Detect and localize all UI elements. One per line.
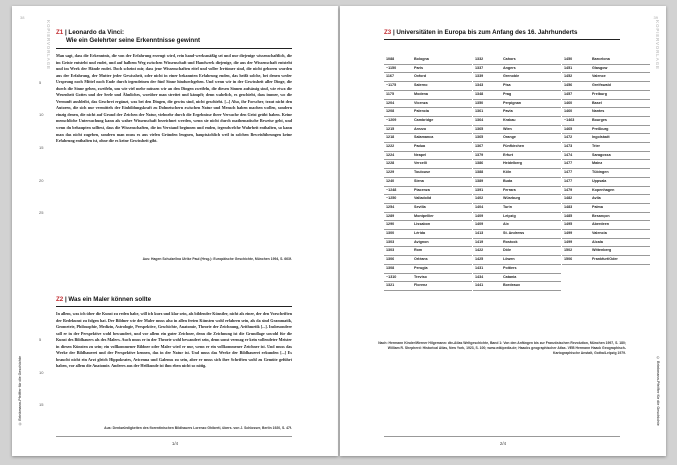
- founding-year: 1240: [384, 177, 412, 186]
- z2-text: In allem, was ich über die Kunst zu reden habe, will ich kurz und klar sein, als bildender Künstler, nicht als einer, der den Vorschriften der Redekunst zu folgen hat. Der Bildner wie der Maler muss also in allen freien Künsten wohl erfahren sein, als da sind Grammatik, Geometrie, Philosophie, Medizin, Astrologie, Perspektive, Geschichte, Anatomie, Theorie der Zeichnung, Arithmetik [...]. Insbesondere soll er in der Perspektive wohl bewandert, und vor allem ein guter Zeichner, denn die Zeichnung ist die Grundlage sowohl für die Kunst des Bildhauers als des Malers. Auch muss er in der Theorie wohl bewandert sein, denn sonst vermag er kein vollendeter Meister in diesen Künsten zu sein; ein vollkommener Bildner oder Maler wird er nur, wenn er ein vollkommener Zeichner ist. Und muss das Werke der Bildhauerei und der Perspektive kennen, das in der Natur ist. Und muss das Werke der Bildhauerei erkunden [...] Es braucht nicht ein Arzt gleich Hippokrates, Avicenna und Galenus zu sein, aber er muss sich ihre Schriften wohl zu Gemüte geführt haben, vor allem die Anatomie. Anderes aus der Heilkunde ist ihm eben nicht so nötig.: [56, 311, 292, 369]
- founding-year: 1465: [562, 125, 590, 134]
- university-city: Oxford: [412, 73, 472, 82]
- founding-year: 1474: [562, 151, 590, 160]
- table-row: [384, 238, 472, 247]
- founding-year: 1499: [562, 230, 590, 239]
- founding-year: ~1209: [384, 116, 412, 125]
- table-row: [562, 212, 650, 221]
- page-number: 39: [653, 15, 658, 20]
- founding-year: 1456: [562, 82, 590, 91]
- z3-tag: Z3: [384, 29, 392, 36]
- founding-year: 1431: [473, 264, 501, 273]
- table-row: [562, 56, 650, 64]
- university-city: Barcelona: [590, 56, 650, 64]
- table-row: [384, 212, 472, 221]
- table-row: [473, 73, 561, 82]
- university-city: Bordeaux: [501, 282, 561, 291]
- university-city: Grenoble: [501, 73, 561, 82]
- university-city: Trier: [590, 143, 650, 152]
- founding-year: 1175: [384, 90, 412, 99]
- line-number: 10: [39, 112, 44, 117]
- university-city: Padua: [412, 143, 472, 152]
- footer-rule: [384, 436, 620, 437]
- founding-year: 1337: [473, 64, 501, 73]
- founding-year: 1499: [562, 238, 590, 247]
- founding-year: 1434: [473, 273, 501, 282]
- university-city: Köln: [501, 169, 561, 178]
- university-city: St. Andrews: [501, 230, 561, 239]
- university-city: Freiburg: [590, 90, 650, 99]
- founding-year: 1308: [384, 264, 412, 273]
- university-city: Palma: [590, 203, 650, 212]
- founding-year: 1477: [562, 169, 590, 178]
- founding-year: 1218: [384, 134, 412, 143]
- university-city: Aberdeen: [590, 221, 650, 230]
- table-row: [473, 212, 561, 221]
- university-city: Bologna: [412, 56, 472, 64]
- z3-title: | Universitäten in Europa bis zum Anfang des 16. Jahrhunderts: [392, 29, 578, 36]
- university-city: Avignon: [412, 238, 472, 247]
- founding-year: ~1310: [384, 273, 412, 282]
- university-table-col2: [473, 56, 561, 291]
- founding-year: 1452: [562, 73, 590, 82]
- university-city: Lérida: [412, 230, 472, 239]
- table-row: [384, 273, 472, 282]
- table-row: [384, 73, 472, 82]
- founding-year: 1386: [473, 160, 501, 169]
- table-row: [562, 73, 650, 82]
- table-row: [473, 82, 561, 91]
- table-row: [562, 90, 650, 99]
- table-row: [562, 151, 650, 160]
- table-row: [473, 90, 561, 99]
- founding-year: 1419: [473, 238, 501, 247]
- table-row: [473, 108, 561, 117]
- founding-year: 1365: [473, 134, 501, 143]
- table-row: [384, 221, 472, 230]
- university-city: Catania: [501, 273, 561, 282]
- university-city: Lissabon: [412, 221, 472, 230]
- line-number: 5: [39, 337, 42, 342]
- founding-year: 1425: [473, 256, 501, 265]
- founding-year: 1402: [473, 195, 501, 204]
- z2-heading-rule: [56, 306, 292, 307]
- founding-year: 1457: [562, 90, 590, 99]
- table-row: [384, 230, 472, 239]
- university-city: Vercelli: [412, 160, 472, 169]
- founding-year: 1364: [473, 116, 501, 125]
- table-row: [562, 203, 650, 212]
- z3-source: Nach: Hermann Kinder/Werner Hilgemann: dtv-Atlas Weltgeschichte, Band 1: Von den Anfängen bis zur Französischen Revolution, München 1997, S. 180; William R. Shepherd: Historical Atlas, New York, 1923, S. 100; www.wikipedia.de; Haacks geographischer Atlas. VEB Hermann Haack Geographisch-Kartographische Anstalt, Gotha/Leipzig 1979.: [378, 341, 626, 355]
- founding-year: 1350: [473, 99, 501, 108]
- founding-year: ~1250: [384, 195, 412, 204]
- university-city: Orange: [501, 134, 561, 143]
- founding-year: 1321: [384, 282, 412, 291]
- founding-year: 1379: [473, 151, 501, 160]
- table-row: [473, 64, 561, 73]
- university-city: Sevilla: [412, 203, 472, 212]
- university-city: Arezzo: [412, 125, 472, 134]
- university-city: Kopenhagen: [590, 186, 650, 195]
- copyright-credit: © Brinkmann-Pfeiffer für die Geschichte: [656, 356, 660, 426]
- z3-heading-rule: [384, 39, 620, 40]
- z2-heading: [56, 296, 151, 304]
- university-city: Erfurt: [501, 151, 561, 160]
- table-row: [562, 186, 650, 195]
- university-city: Basel: [590, 99, 650, 108]
- founding-year: 1229: [384, 169, 412, 178]
- founding-year: 1477: [562, 177, 590, 186]
- worksheet-page-right: [340, 6, 666, 456]
- university-city: Palencia: [412, 108, 472, 117]
- university-city: Modena: [412, 90, 472, 99]
- table-row: [473, 125, 561, 134]
- university-city: Fünfkirchen: [501, 143, 561, 152]
- table-row: [384, 169, 472, 178]
- founding-year: 1088: [384, 56, 412, 64]
- university-city: Bourges: [590, 116, 650, 125]
- university-city: Toulouse: [412, 169, 472, 178]
- founding-year: 1495: [562, 221, 590, 230]
- line-number: 15: [39, 145, 44, 150]
- founding-year: 1483: [562, 203, 590, 212]
- university-city: Krakau: [501, 116, 561, 125]
- university-city: Valladolid: [412, 195, 472, 204]
- university-city: Ferrara: [501, 186, 561, 195]
- table-row: [384, 82, 472, 91]
- z1-heading: [56, 29, 200, 45]
- university-city: Florenz: [412, 282, 472, 291]
- founding-year: 1300: [384, 230, 412, 239]
- founding-year: 1215: [384, 125, 412, 134]
- table-row: [562, 82, 650, 91]
- table-row: [473, 238, 561, 247]
- founding-year: 1473: [562, 143, 590, 152]
- university-city: Turin: [501, 203, 561, 212]
- founding-year: 1450: [562, 56, 590, 64]
- founding-year: ~1463: [562, 116, 590, 125]
- university-city: Cahors: [501, 56, 561, 64]
- table-row: [473, 151, 561, 160]
- table-row: [384, 282, 472, 291]
- table-row: [473, 264, 561, 273]
- university-city: Piacenza: [412, 186, 472, 195]
- table-row: [562, 195, 650, 204]
- table-row: [473, 169, 561, 178]
- university-city: Prag: [501, 90, 561, 99]
- table-row: [384, 143, 472, 152]
- founding-year: 1167: [384, 73, 412, 82]
- table-row: [384, 125, 472, 134]
- founding-year: 1485: [562, 212, 590, 221]
- university-city: Würzburg: [501, 195, 561, 204]
- page-number: 38: [20, 15, 25, 20]
- university-city: Leipzig: [501, 212, 561, 221]
- table-row: [562, 247, 650, 256]
- z1-title-line2: Wie ein Gelehrter seine Erkenntnisse gewinnt: [66, 37, 201, 44]
- university-city: Ingolstadt: [590, 134, 650, 143]
- table-row: [384, 247, 472, 256]
- founding-year: 1460: [562, 99, 590, 108]
- line-number: 15: [39, 402, 44, 407]
- founding-year: 1339: [473, 73, 501, 82]
- line-number: 25: [39, 210, 44, 215]
- table-row: [562, 230, 650, 239]
- z1-tag: Z1: [56, 29, 64, 36]
- founding-year: 1409: [473, 221, 501, 230]
- founding-year: 1506: [562, 256, 590, 265]
- university-city: Greifswald: [590, 82, 650, 91]
- table-row: [384, 151, 472, 160]
- table-row: [562, 99, 650, 108]
- table-row: [562, 160, 650, 169]
- university-city: Buda: [501, 177, 561, 186]
- founding-year: 1367: [473, 143, 501, 152]
- university-city: Tübingen: [590, 169, 650, 178]
- table-row: [384, 99, 472, 108]
- founding-year: 1472: [562, 134, 590, 143]
- university-city: Paris: [412, 64, 472, 73]
- z1-source: Aus: Hagen Schulze/Ina Ulrike Paul (Hrsg.): Europäische Geschichte, München 1994, S. 663f.: [142, 257, 292, 261]
- founding-year: 1409: [473, 212, 501, 221]
- founding-year: 1365: [473, 125, 501, 134]
- founding-year: 1422: [473, 247, 501, 256]
- university-city: Orléans: [412, 256, 472, 265]
- table-row: [562, 177, 650, 186]
- university-city: Löwen: [501, 256, 561, 265]
- z2-source: Aus: Denkwürdigkeiten des florentinischen Bildhauers Lorenzo Ghiberti, übers. von J. Schlosser, Berlin 1920, S. 47f.: [104, 426, 292, 430]
- founding-year: 1451: [562, 64, 590, 73]
- founding-year: 1502: [562, 247, 590, 256]
- page-footer: 2/4: [499, 441, 507, 446]
- z1-text: Man sagt, dass die Erkenntnis, die von der Erfahrung erzeugt wird, rein hand-werksmäßig sei und nur diejenige wissenschaftlich, die im Geiste entsteht und endet, und auf halbem Weg zwischen Wissenschaft und Handwerk diejenige, die aus der Wissenschaft entsteht und im Werk der Hände endet. Doch scheint mir, dass jene Wissenschaften eitel und voller Irrtümer sind, die nicht geboren wurden aus der Erfahrung, der Mutter jeder Gewissheit, oder nicht in einer bekannten Erfahrung enden, das heißt solche, bei denen weder Ursprung noch Mittel noch Ende durch irgendeinen der fünf Sinne hindurchgehen. Und wenn wir in der Gewissheit aller Dinge, die durch die Sinne gehen, zweifeln, um wie viel mehr müssen wir an den Dingen zweifeln, die diesen Sinnen aufsässig sind, wie etwa die Wesenheit Gottes und der Seele und Ähnliches, worüber man streitet und kämpft; denn wahrlich, es geschieht, dass immer, wo die Vernunft ausbleibt, das Geschrei ergänzt, was bei den Dingen, die gewiss sind, nicht geschieht. [...] Also, ihr Forscher, traut nicht den Autoren, die sich nur vermittels der Einbildungskraft zu Dolmetschern zwischen Natur und Mensch haben machen wollen, sondern einzig denen, die nicht auf Grund der Zeichen der Natur, vielmehr durch die Ergebnisse ihrer Versuche den Geist geübt haben. Keine menschliche Untersuchung kann als wahre Wissenschaft bezeichnet werden, wenn sie nicht durch mathematische Beweise geht, und wenn du behaupten solltest, dass die Wissenschaften, die im Verstand beginnen und enden, irgendwelche Wahrheit enthalten, so kann man das nicht zugeben, sondern man muss es aus vielen Gründen leugnen, hauptsächlich weil in solchen Beweisführungen keine Erfahrung enthalten ist, ohne die es keine Gewissheit gibt.: [56, 53, 292, 144]
- founding-year: 1482: [562, 195, 590, 204]
- table-row: [473, 273, 561, 282]
- university-table-col1: [384, 56, 472, 291]
- founding-year: 1389: [473, 177, 501, 186]
- founding-year: 1303: [384, 238, 412, 247]
- university-city: Angers: [501, 64, 561, 73]
- table-row: [562, 238, 650, 247]
- university-city: Cambridge: [412, 116, 472, 125]
- founding-year: 1477: [562, 160, 590, 169]
- founding-year: 1361: [473, 108, 501, 117]
- founding-year: 1404: [473, 203, 501, 212]
- table-row: [562, 143, 650, 152]
- founding-year: 1391: [473, 186, 501, 195]
- table-row: [473, 134, 561, 143]
- university-city: Salerno: [412, 82, 472, 91]
- table-row: [562, 256, 650, 265]
- founding-year: 1343: [473, 82, 501, 91]
- table-row: [473, 143, 561, 152]
- z2-title: | Was ein Maler können sollte: [64, 296, 152, 303]
- table-row: [562, 125, 650, 134]
- table-row: [384, 56, 472, 64]
- university-city: Besançon: [590, 212, 650, 221]
- founding-year: 1441: [473, 282, 501, 291]
- table-row: [562, 116, 650, 125]
- founding-year: 1348: [473, 90, 501, 99]
- university-city: Rostock: [501, 238, 561, 247]
- university-city: Perpignan: [501, 99, 561, 108]
- table-row: [384, 203, 472, 212]
- table-row: [562, 221, 650, 230]
- table-row: [384, 90, 472, 99]
- university-city: Aix: [501, 221, 561, 230]
- worksheet-page-left: [12, 6, 338, 456]
- table-row: [562, 64, 650, 73]
- university-city: Wittenberg: [590, 247, 650, 256]
- university-table-col3: [562, 56, 650, 265]
- founding-year: 1460: [562, 108, 590, 117]
- founding-year: 1224: [384, 151, 412, 160]
- table-row: [473, 56, 561, 64]
- table-row: [562, 134, 650, 143]
- table-row: [384, 134, 472, 143]
- university-city: Salamanca: [412, 134, 472, 143]
- table-row: [473, 186, 561, 195]
- table-row: [473, 256, 561, 265]
- table-row: [384, 160, 472, 169]
- table-row: [562, 169, 650, 178]
- university-city: Vicenza: [412, 99, 472, 108]
- university-city: Preßburg: [590, 125, 650, 134]
- university-city: Mainz: [590, 160, 650, 169]
- table-row: [384, 256, 472, 265]
- university-city: Glasgow: [590, 64, 650, 73]
- founding-year: 1290: [384, 221, 412, 230]
- university-city: Wien: [501, 125, 561, 134]
- table-row: [473, 177, 561, 186]
- university-city: Neapel: [412, 151, 472, 160]
- founding-year: ~1248: [384, 186, 412, 195]
- founding-year: 1332: [473, 56, 501, 64]
- university-city: Heidelberg: [501, 160, 561, 169]
- line-number: 5: [39, 80, 42, 85]
- university-city: Pavia: [501, 108, 561, 117]
- copy-template-label: KOPIERVORLAGE: [655, 20, 660, 70]
- founding-year: 1479: [562, 186, 590, 195]
- founding-year: 1208: [384, 108, 412, 117]
- page-footer: 1/4: [171, 441, 179, 446]
- founding-year: 1222: [384, 143, 412, 152]
- table-row: [473, 116, 561, 125]
- founding-year: ~1175: [384, 82, 412, 91]
- table-row: [473, 203, 561, 212]
- university-city: Dôle: [501, 247, 561, 256]
- university-city: Treviso: [412, 273, 472, 282]
- table-row: [473, 230, 561, 239]
- founding-year: ~1150: [384, 64, 412, 73]
- table-row: [473, 221, 561, 230]
- copyright-credit: © Brinkmann-Pfeiffer für die Geschichte: [18, 356, 22, 426]
- table-row: [384, 64, 472, 73]
- copy-template-label: KOPIERVORLAGE: [46, 20, 51, 70]
- table-row: [473, 195, 561, 204]
- founding-year: 1306: [384, 256, 412, 265]
- founding-year: 1303: [384, 247, 412, 256]
- university-city: Perugia: [412, 264, 472, 273]
- university-city: Avila: [590, 195, 650, 204]
- founding-year: 1228: [384, 160, 412, 169]
- z3-heading: [384, 29, 577, 37]
- founding-year: 1388: [473, 169, 501, 178]
- table-row: [384, 177, 472, 186]
- university-city: Poitiers: [501, 264, 561, 273]
- table-row: [384, 116, 472, 125]
- z1-title-line1: | Leonardo da Vinci:: [64, 29, 125, 36]
- line-number: 20: [39, 178, 44, 183]
- university-city: Pisa: [501, 82, 561, 91]
- university-city: Montpellier: [412, 212, 472, 221]
- university-city: Frankfurt/Oder: [590, 256, 650, 265]
- table-row: [384, 195, 472, 204]
- university-city: Saragossa: [590, 151, 650, 160]
- university-city: Nantes: [590, 108, 650, 117]
- footer-rule: [56, 436, 292, 437]
- university-city: Valencia: [590, 230, 650, 239]
- university-city: Alcala: [590, 238, 650, 247]
- table-row: [384, 186, 472, 195]
- founding-year: 1289: [384, 212, 412, 221]
- line-number: 10: [39, 370, 44, 375]
- table-row: [384, 108, 472, 117]
- founding-year: 1254: [384, 203, 412, 212]
- founding-year: 1413: [473, 230, 501, 239]
- university-city: Siena: [412, 177, 472, 186]
- table-row: [562, 108, 650, 117]
- university-city: Rom: [412, 247, 472, 256]
- table-row: [384, 264, 472, 273]
- university-city: Valence: [590, 73, 650, 82]
- founding-year: 1204: [384, 99, 412, 108]
- university-city: Uppsala: [590, 177, 650, 186]
- table-row: [473, 99, 561, 108]
- z1-heading-rule: [56, 48, 292, 49]
- table-row: [473, 247, 561, 256]
- table-row: [473, 160, 561, 169]
- z2-tag: Z2: [56, 296, 64, 303]
- table-row: [473, 282, 561, 291]
